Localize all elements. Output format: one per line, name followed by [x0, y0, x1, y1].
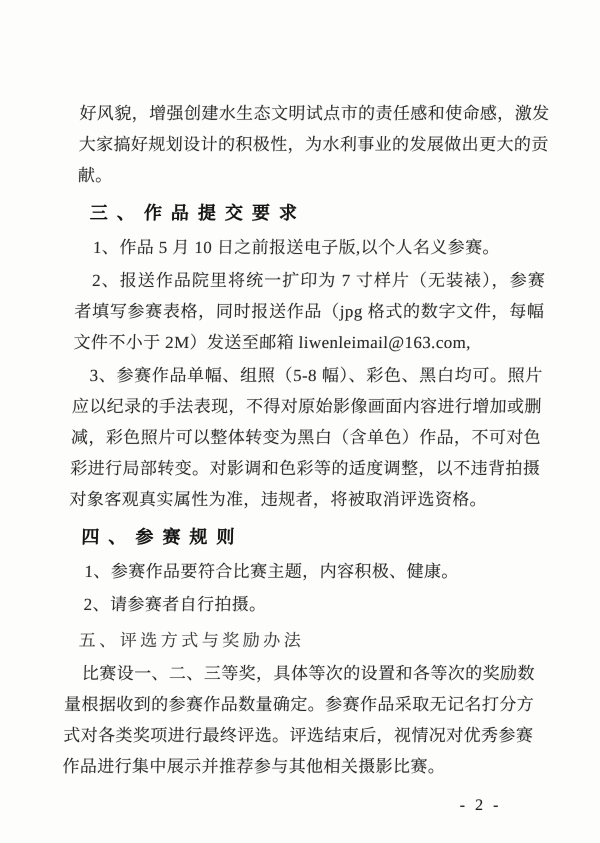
section-heading-3-submission-requirements: 三、作品提交要求: [89, 203, 307, 223]
list-item-2-print-and-email: 2、报送作品院里将统一扩印为 7 寸样片（无装裱），参赛者填写参赛表格，同时报送作品（jpg 格式的数字文件，每幅文件不小于 2M）发送至邮箱 liwenleimail@163.com,: [73, 271, 546, 352]
section-heading-4-contest-rules: 四、参赛规则: [81, 527, 244, 547]
section-heading-5-selection-and-awards: 五、评选方式与奖励办法: [78, 631, 305, 650]
list-item-1-theme: 1、参赛作品要符合比赛主题，内容积极、健康。: [84, 562, 460, 581]
list-item-3-photo-rules: 3、参赛作品单幅、组照（5-8 幅）、彩色、黑白均可。照片应以纪录的手法表现，不得对原始影像画面内容进行增加或删减，彩色照片可以整体转变为黑白（含单色）作品，不可对色彩进行局部转变。对影调和色彩等的适度调整，以不违背拍摄对象客观真实属性为准，违规者，将被取消评选资格。: [69, 366, 543, 509]
paragraph-awards-detail: 比赛设一、二、三等奖，具体等次的设置和各等次的奖励数量根据收到的参赛作品数量确定。参赛作品采取无记名打分方式对各类奖项进行最终评选。评选结束后，视情况对优秀参赛作品进行集中展示并推荐参与其他相关摄影比赛。: [62, 664, 536, 776]
list-item-1-deadline: 1、作品 5 月 10 日之前报送电子版,以个人名义参赛。: [92, 238, 501, 257]
document-text-block: [61, 96, 550, 821]
list-item-2-self-shot: 2、请参赛者自行拍摄。: [83, 595, 267, 614]
page-number: - 2 -: [459, 797, 502, 814]
paragraph-continuation: 好风貌，增强创建水生态文明试点市的责任感和使命感，激发大家搞好规划设计的积极性，为水利事业的发展做出更大的贡献。: [77, 104, 550, 185]
